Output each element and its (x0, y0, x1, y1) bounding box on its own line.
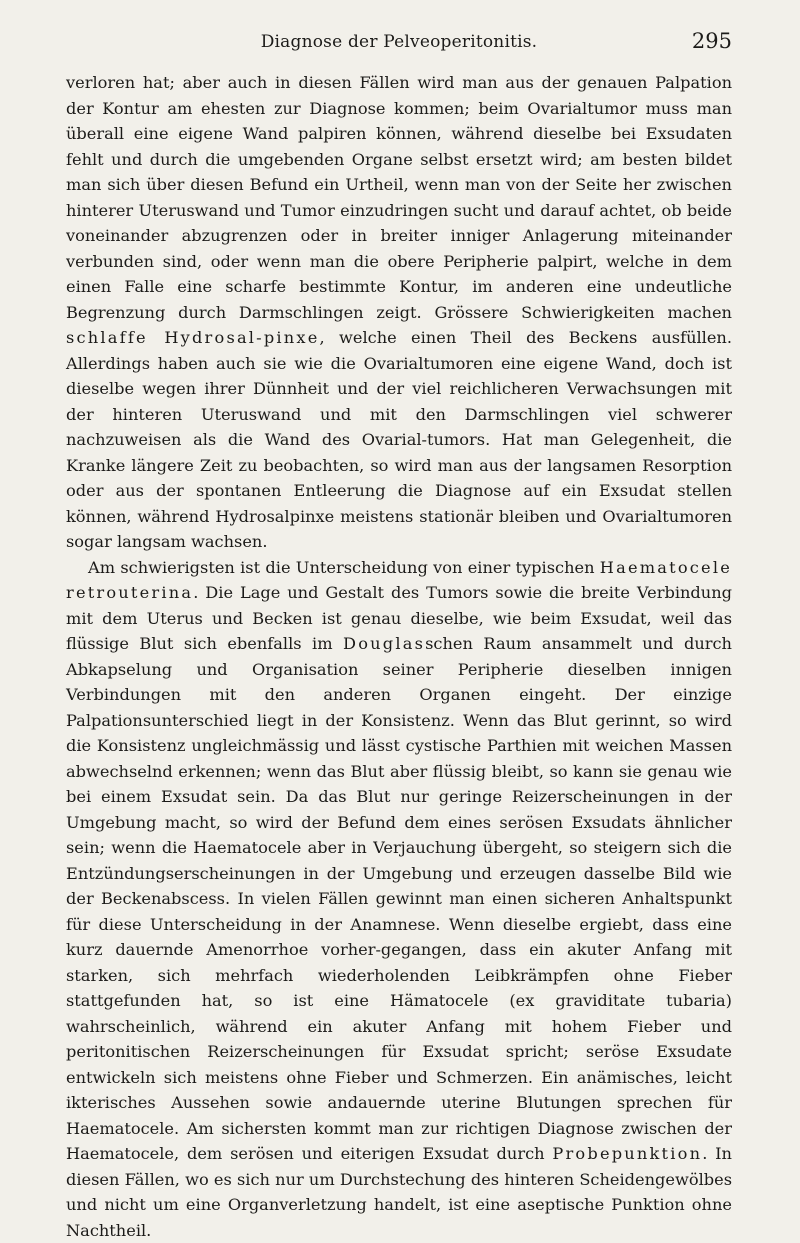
term-probepunktion: Probepunktion (552, 1144, 702, 1163)
body-text (66, 70, 732, 1243)
term-hydrosalpinxe: schlaffe Hydrosal-pinxe (66, 328, 320, 347)
paragraph-2-text-d: . In diesen Fällen, wo es sich nur um Durchstechung des hinteren Scheidengewölbes und nicht um eine Organverletzung handelt, ist eine aseptische Punktion ohne Nachtheil. (66, 1144, 732, 1240)
paragraph-2 (66, 555, 732, 1243)
paragraph-1 (66, 70, 732, 555)
running-title: Diagnose der Pelveoperitonitis. (66, 32, 732, 52)
paragraph-2-text-b: . Die Lage und Gestalt des Tumors sowie die breite Verbindung mit dem Uterus und Becken ist genau dieselbe, wie beim Exsudat, weil das flüssige Blut sich ebenfalls im (66, 583, 732, 653)
page-number: 295 (692, 29, 732, 53)
paragraph-1-text-a: verloren hat; aber auch in diesen Fällen wird man aus der genauen Palpation der Kontur am ehesten zur Diagnose kommen; beim Ovarialtumor muss man überall eine eigene Wand palpiren können, während dieselbe bei Exsudaten fehlt und durch die umgebenden Organe selbst ersetzt wird; am besten bildet man sich über diesen Befund ein Urtheil, wenn man von der Seite her zwischen hinterer Uteruswand und Tumor einzudringen sucht und darauf achtet, ob beide voneinander abzugrenzen oder in breiter inniger Anlagerung miteinander verbunden sind, oder wenn man die obere Peripherie palpirt, welche in dem einen Falle eine scharfe bestimmte Kontur, im anderen eine undeutliche Begrenzung durch Darmschlingen zeigt. Grössere Schwierigkeiten machen (66, 73, 732, 322)
paragraph-1-text-b: , welche einen Theil des Beckens ausfüllen. Allerdings haben auch sie wie die Ovarialtumoren eine eigene Wand, doch ist dieselbe wegen ihrer Dünnheit und der viel reichlicheren Verwachsungen mit der hinteren Uteruswand und mit den Darmschlingen viel schwerer nachzuweisen als die Wand des Ovarial-tumors. Hat man Gelegenheit, die Kranke längere Zeit zu beobachten, so wird man aus der langsamen Resorption oder aus der spontanen Entleerung die Diagnose auf ein Exsudat stellen können, während Hydrosalpinxe meistens stationär bleiben und Ovarialtumoren sogar langsam wachsen. (66, 328, 732, 551)
term-haematocele: Haematocele retrouterina (66, 558, 732, 603)
page-header (66, 32, 732, 58)
name-douglas: Douglas (343, 634, 425, 653)
paragraph-2-text-a: Am schwierigsten ist die Unterscheidung von einer typischen (88, 558, 600, 577)
paragraph-2-text-c: schen Raum ansammelt und durch Abkapselung und Organisation seiner Peripherie dieselben innigen Verbindungen mit den anderen Organen eingeht. Der einzige Palpationsunterschied liegt in der Konsistenz. Wenn das Blut gerinnt, so wird die Konsistenz ungleichmässig und lässt cystische Parthien mit weichen Massen abwechselnd erkennen; wenn das Blut aber flüssig bleibt, so kann sie genau wie bei einem Exsudat sein. Da das Blut nur geringe Reizerscheinungen in der Umgebung macht, so wird der Befund dem eines serösen Exsudats ähnlicher sein; wenn die Haematocele aber in Verjauchung übergeht, so steigern sich die Entzündungserscheinungen in der Umgebung und erzeugen dasselbe Bild wie der Beckenabscess. In vielen Fällen gewinnt man einen sicheren Anhaltspunkt für diese Unterscheidung in der Anamnese. Wenn dieselbe ergiebt, dass eine kurz dauernde Amenorrhoe vorher-gegangen, dass ein akuter Anfang mit starken, sich mehrfach wiederholenden Leibkrämpfen ohne Fieber stattgefunden hat, so ist eine Hämatocele (ex graviditate tubaria) wahrscheinlich, während ein akuter Anfang mit hohem Fieber und peritonitischen Reizerscheinungen für Exsudat spricht; seröse Exsudate entwickeln sich meistens ohne Fieber und Schmerzen. Ein anämisches, leicht ikterisches Aussehen sowie andauernde uterine Blutungen sprechen für Haematocele. Am sichersten kommt man zur richtigen Diagnose zwischen der Haematocele, dem serösen und eiterigen Exsudat durch (66, 634, 732, 1163)
